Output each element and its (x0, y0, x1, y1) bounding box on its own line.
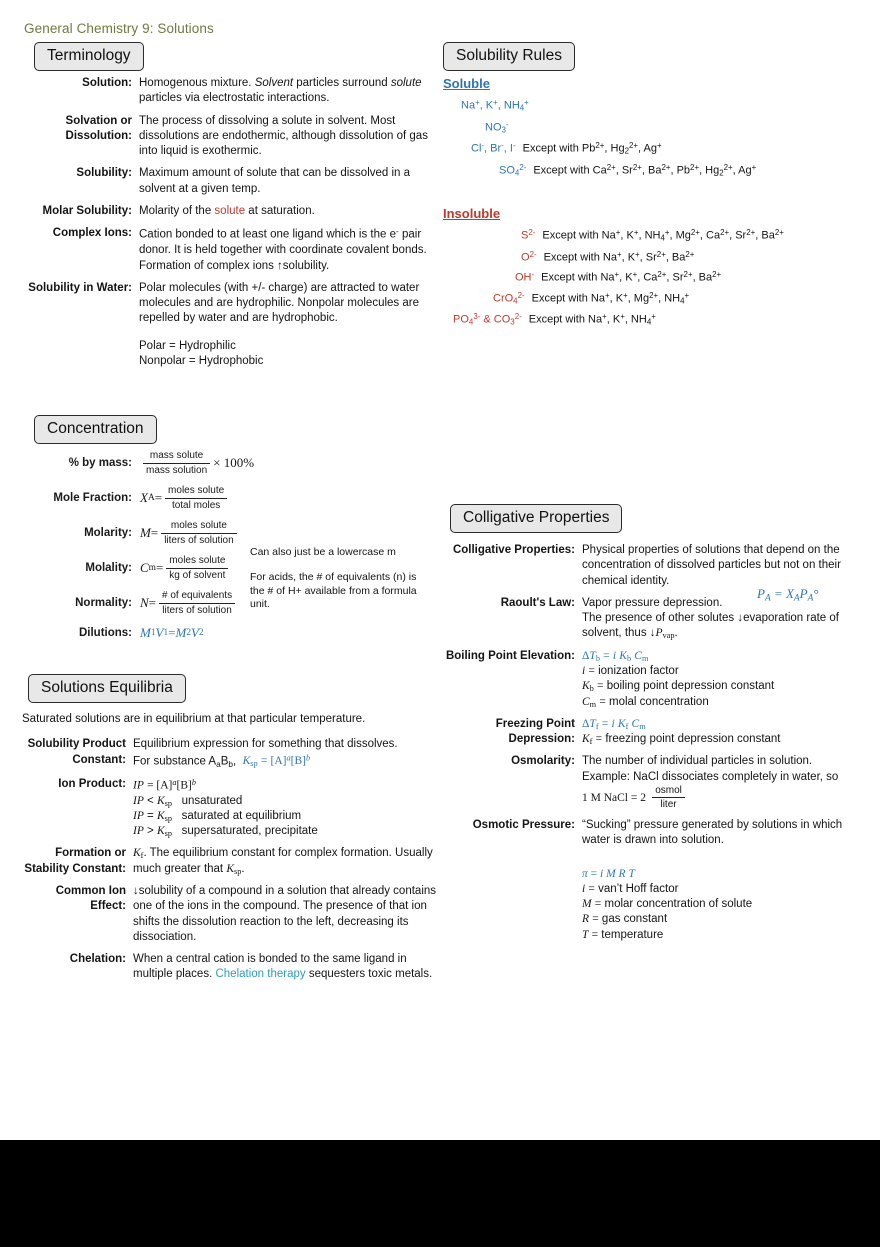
concentration-row-formula: $\frac{\text{mass solute}}{\text{mass solution}}$ × 100% (140, 450, 254, 476)
ion-exception: Except with Na+, K+, $Mg^{2+}$, $NH_4^+$ (531, 290, 690, 306)
terminology-row-label: Molar Solubility: (42, 204, 132, 217)
ion-label: $NO_3^-$ (485, 119, 509, 135)
terminology-row (24, 339, 429, 370)
equilibria-row (22, 952, 442, 983)
terminology-row-text: Maximum amount of solute that can be dissolved in a solvent at a given temp. (139, 167, 411, 195)
terminology-row-text: The process of dissolving a solute in solvent. Most dissolutions are endothermic, although dissolution of gas into liquid is exothermic. (139, 114, 428, 158)
terminology-row-text: Polar = Hydrophilic Nonpolar = Hydrophobic (139, 339, 264, 367)
ion-label: $SO_4^{2-}$ (499, 162, 527, 178)
colligative-row-label: Raoult's Law: (500, 596, 575, 609)
colligative-row (443, 754, 858, 811)
concentration-row-formula: C m = $\frac{\text{moles solute}}{\text{kg of solvent}}$ (140, 555, 231, 581)
equilibria-row-label: Solubility Product Constant: (27, 738, 126, 766)
soluble-entry (443, 141, 863, 156)
insoluble-entry (443, 312, 863, 327)
ion-exception: Except with Na+, K+, $NH_4^+$, $Mg^{2+}$, $Ca^{2+}$, $Sr^{2+}$, $Ba^{2+}$ (542, 228, 784, 243)
soluble-entry (443, 120, 863, 135)
soluble-heading: Soluble (443, 76, 490, 91)
equilibria-row-text: Equilibrium expression for something that dissolves. For substance $A_aB_b$, $K_{sp} = [A]^a[B]^b$ (133, 738, 398, 769)
ion-exception: Except with Na+, K+, $Sr^{2+}$, $Ba^{2+}$ (543, 249, 695, 264)
colligative-row-text: Vapor pressure depression. The presence of other solutes ↓evaporation rate of solvent, thus $↓P_{vap}$. (582, 596, 839, 641)
section-header-terminology: Terminology (34, 42, 144, 71)
colligative-row-text: “Sucking” pressure generated by solutions in which water is drawn into solution. (582, 818, 843, 847)
ion-label: $PO_4^{3-}$ & $CO_3^{2-}$ (453, 312, 522, 327)
spacer (443, 184, 863, 206)
concentration-row-label: % by mass: (68, 457, 132, 469)
colligative-row-label: Colligative Properties: (452, 544, 575, 556)
concentration-row-formula: N = $\frac{\text{\# of equivalents}}{\text{liters of solution}}$ (140, 590, 238, 616)
equilibria-row-label: Formation or Stability Constant: (24, 847, 126, 875)
ion-exception (516, 120, 863, 135)
concentration-row (24, 485, 444, 511)
soluble-entry (443, 163, 863, 178)
colligative-row-label: Freezing Point Depression: (495, 717, 575, 746)
terminology-row-label (24, 339, 139, 370)
section-header-colligative-properties: Colligative Properties (450, 504, 622, 533)
ion-exception (536, 98, 863, 113)
raoult-formula: $P_A = X_AP_A^\circ$ (757, 586, 819, 604)
terminology-row (24, 204, 429, 219)
colligative-row-text: $\Delta T_b = i$ $K_b$ $C_m$ i = ionization factor $K_b$ = boiling point depression constant $C_m$ = molal concentration (582, 649, 775, 709)
terminology-row-label: Solution: (82, 77, 132, 89)
terminology-row-label: Solubility: (76, 167, 132, 180)
equilibria-row-label: Ion Product: (58, 777, 126, 790)
insoluble-entry (443, 270, 863, 284)
colligative-row-text: π = i M R T i = van’t Hoff factor M = molar concentration of solute R = gas constant T = temperature (582, 867, 753, 941)
ion-label: OH- (515, 270, 535, 284)
equilibria-row (22, 737, 442, 769)
colligative-row-label (443, 867, 582, 943)
ion-label: $S^{2-}$ (521, 228, 536, 242)
concentration-row-label: Dilutions: (78, 627, 132, 639)
concentration-row (24, 625, 444, 641)
ion-label: Cl-, Br-, I- (471, 141, 516, 155)
colligative-row-label: Osmotic Pressure: (472, 818, 575, 831)
equilibria-row (22, 777, 442, 840)
insoluble-heading: Insoluble (443, 206, 501, 222)
equilibria-row-text: $K_f$. The equilibrium constant for complex formation. Usually much greater that $K_{sp}$. (133, 847, 433, 876)
concentration-row-formula: M 1 V 1 = M 2 V 2 (140, 625, 204, 640)
equilibria-row (22, 846, 442, 877)
colligative-row (443, 818, 858, 849)
colligative-row-text: Physical properties of solutions that depend on the concentration of dissolved particles but not on their chemical identity. (582, 544, 841, 587)
colligative-row (443, 543, 858, 589)
terminology-row (24, 226, 429, 274)
equilibria-row-label: Common Ion Effect: (55, 884, 126, 913)
section-header-solutions-equilibria: Solutions Equilibria (28, 674, 186, 703)
ion-exception: Except with Na+, K+, $NH_4^+$ (528, 312, 656, 327)
terminology-row-text: Polar molecules (with +/- charge) are attracted to water molecules and are hydrophilic. Nonpolar molecules are repelled by water and are hydrophobic. (139, 281, 420, 325)
equilibria-row-text: ↓solubility of a compound in a solution that already contains one of the ions in the compound. The presence of that ion shifts the dissolution reaction to the left, decreasing its dissociation. (133, 884, 437, 943)
terminology-row (24, 114, 429, 160)
ion-exception: Except with Na+, K+, $Ca^{2+}$, $Sr^{2+}$, $Ba^{2+}$ (541, 270, 722, 284)
solubility-rules-section (443, 76, 863, 334)
section-header-concentration: Concentration (34, 415, 157, 444)
concentration-note: Can also just be a lowercase m (250, 546, 396, 558)
concentration-row-label: Molarity: (84, 527, 132, 539)
solutions-equilibria-section (22, 712, 442, 990)
concentration-note: For acids, the # of equivalents (n) is the # of H+ available from a formula unit. (250, 571, 417, 611)
equilibria-row (22, 884, 442, 945)
concentration-row-formula: X A = $\frac{\text{moles solute}}{\text{total moles}}$ (140, 485, 230, 511)
colligative-row-text: The number of individual particles in solution. Example: NaCl dissociates completely in water, so 1 M NaCl = 2 $\frac{\text{osmol}}{\text{liter}}$ (582, 755, 839, 811)
terminology-row-text: Homogenous mixture. Solvent particles surround solute particles via electrostatic interactions. (139, 77, 422, 105)
concentration-row (24, 520, 444, 546)
terminology-row-label: Solvation or Dissolution: (65, 114, 132, 142)
terminology-row-label: Solubility in Water: (28, 281, 132, 294)
equilibria-row-text: IP = $[A]^a[B]^b$ IP < $K_{sp}$ unsaturated IP = $K_{sp}$ saturated at equilibrium IP > $K_{sp}$ supersaturated, precipitate (133, 777, 318, 839)
equilibria-row-label: Chelation: (69, 953, 126, 966)
section-header-solubility-rules: Solubility Rules (443, 42, 575, 71)
terminology-row-text: Molarity of the solute at saturation. (139, 204, 315, 217)
insoluble-entry (443, 228, 863, 243)
page-title: General Chemistry 9: Solutions (24, 21, 214, 36)
ion-exception: Except with $Pb^{2+}$, $Hg_2^{2+}$, Ag+ (522, 141, 662, 156)
ion-label: Na+, K+, $NH_4^+$ (461, 98, 529, 113)
colligative-properties-section (443, 543, 858, 950)
colligative-row (443, 867, 858, 943)
terminology-row-label: Complex Ions: (52, 227, 132, 240)
colligative-row (443, 717, 858, 748)
terminology-row (24, 281, 429, 327)
colligative-row-label: Osmolarity: (511, 755, 575, 768)
ion-label: $O^{2-}$ (521, 249, 537, 264)
colligative-row (443, 649, 858, 710)
terminology-row (24, 76, 429, 107)
terminology-row-text: Cation bonded to at least one ligand which is the e- pair donor. It is held together with coordinate covalent bonds. Formation of complex ions ↑solubility. (139, 227, 427, 272)
terminology-section (24, 76, 429, 376)
colligative-row-text: $\Delta T_f = i$ $K_f$ $C_m$ $K_f$ = freezing point depression constant (582, 717, 781, 747)
concentration-row-label: Molality: (85, 562, 132, 574)
insoluble-entry (443, 250, 863, 264)
soluble-entry (443, 98, 863, 113)
concentration-row-formula: M = $\frac{\text{moles solute}}{\text{liters of solution}}$ (140, 520, 240, 546)
footer-black-band (0, 1140, 880, 1247)
equilibria-intro: Saturated solutions are in equilibrium at that particular temperature. (22, 713, 366, 725)
terminology-row (24, 166, 429, 197)
colligative-row-label: Boiling Point Elevation: (445, 649, 575, 662)
ion-exception: Except with $Ca^{2+}$, $Sr^{2+}$, $Ba^{2+}$, $Pb^{2+}$, $Hg_2^{2+}$, Ag+ (533, 162, 757, 178)
concentration-row-label: Normality: (75, 597, 132, 609)
ion-label: CrO$_4^{2-}$ (493, 290, 525, 306)
insoluble-entry (443, 291, 863, 306)
equilibria-row-text: When a central cation is bonded to the same ligand in multiple places. Chelation therapy sequesters toxic metals. (133, 953, 433, 981)
concentration-row-label: Mole Fraction: (53, 492, 132, 504)
concentration-row (24, 450, 444, 476)
